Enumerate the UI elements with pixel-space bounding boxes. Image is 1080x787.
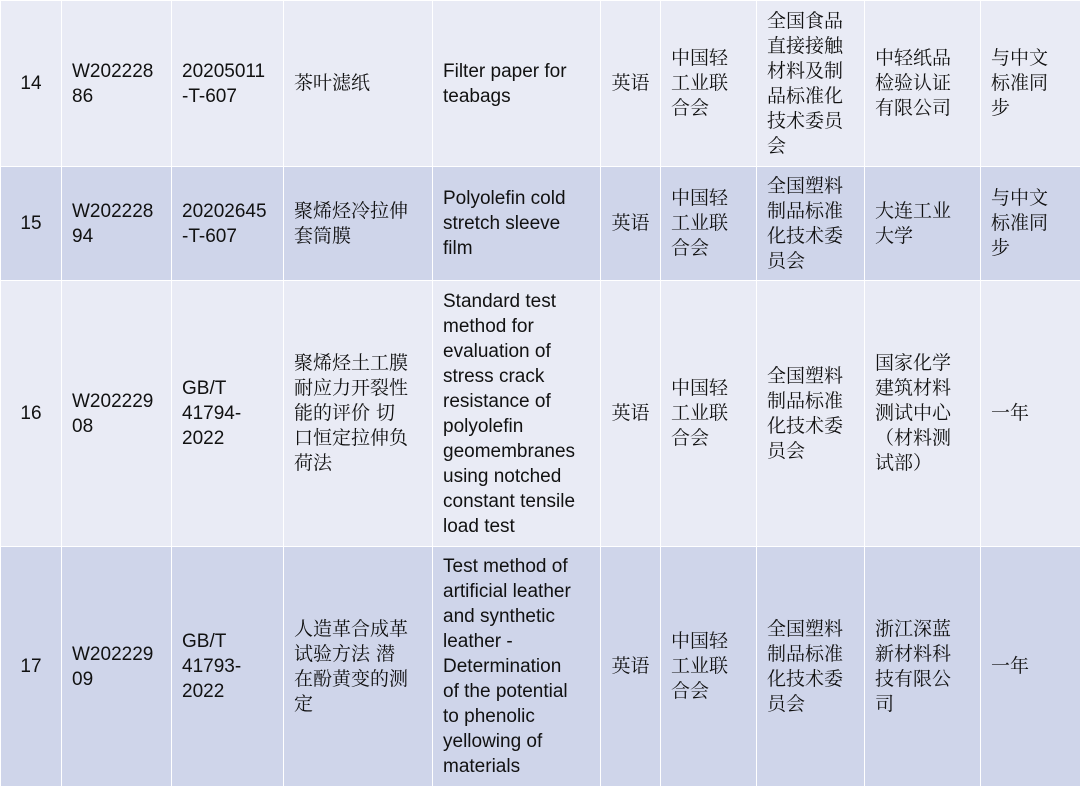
technical-committee: 全国食品 直接接触 材料及制 品标准化 技术委员 会 <box>757 1 865 167</box>
table-row <box>1 547 1080 787</box>
technical-committee: 全国塑料 制品标准 化技术委 员会 <box>757 547 865 787</box>
standard-number: 20205011 -T-607 <box>172 1 284 167</box>
table-row <box>1 167 1080 281</box>
table-row <box>1 1 1080 167</box>
chinese-name: 人造革合成革 试验方法 潜 在酚黄变的测 定 <box>284 547 433 787</box>
chinese-name: 聚烯烃土工膜 耐应力开裂性 能的评价 切 口恒定拉伸负 荷法 <box>284 281 433 547</box>
completion-time: 与中文 标准同 步 <box>981 1 1080 167</box>
standard-number: GB/T 41794- 2022 <box>172 281 284 547</box>
competent-organization: 中国轻 工业联 合会 <box>661 167 757 281</box>
plan-number: W202228 94 <box>62 167 172 281</box>
row-number: 14 <box>1 1 62 167</box>
english-name: Standard test method for evaluation of stress crack resistance of polyolefin geomembranes using notched constant tensile load test <box>433 281 601 547</box>
competent-organization: 中国轻 工业联 合会 <box>661 547 757 787</box>
plan-number: W202228 86 <box>62 1 172 167</box>
translation-language: 英语 <box>601 1 661 167</box>
undertaking-unit: 大连工业 大学 <box>865 167 981 281</box>
english-name: Filter paper for teabags <box>433 1 601 167</box>
translation-language: 英语 <box>601 167 661 281</box>
standard-number: GB/T 41793- 2022 <box>172 547 284 787</box>
row-number: 17 <box>1 547 62 787</box>
completion-time: 与中文 标准同 步 <box>981 167 1080 281</box>
completion-time: 一年 <box>981 281 1080 547</box>
undertaking-unit: 中轻纸品 检验认证 有限公司 <box>865 1 981 167</box>
plan-number: W202229 09 <box>62 547 172 787</box>
competent-organization: 中国轻 工业联 合会 <box>661 281 757 547</box>
undertaking-unit: 国家化学 建筑材料 测试中心 （材料测 试部） <box>865 281 981 547</box>
technical-committee: 全国塑料 制品标准 化技术委 员会 <box>757 281 865 547</box>
english-name: Polyolefin cold stretch sleeve film <box>433 167 601 281</box>
row-number: 15 <box>1 167 62 281</box>
plan-number: W202229 08 <box>62 281 172 547</box>
english-name: Test method of artificial leather and synthetic leather - Determination of the potential to phenolic yellowing of materials <box>433 547 601 787</box>
table-row <box>1 281 1080 547</box>
translation-language: 英语 <box>601 281 661 547</box>
chinese-name: 聚烯烃冷拉伸 套筒膜 <box>284 167 433 281</box>
translation-language: 英语 <box>601 547 661 787</box>
competent-organization: 中国轻 工业联 合会 <box>661 1 757 167</box>
standard-number: 20202645 -T-607 <box>172 167 284 281</box>
chinese-name: 茶叶滤纸 <box>284 1 433 167</box>
technical-committee: 全国塑料 制品标准 化技术委 员会 <box>757 167 865 281</box>
undertaking-unit: 浙江深蓝 新材料科 技有限公 司 <box>865 547 981 787</box>
row-number: 16 <box>1 281 62 547</box>
completion-time: 一年 <box>981 547 1080 787</box>
